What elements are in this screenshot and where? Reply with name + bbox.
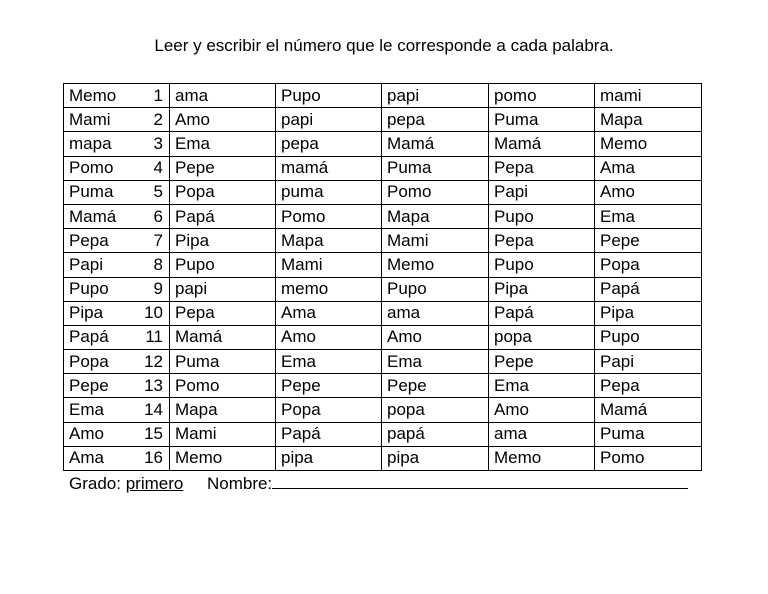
word-cell: Pepe [489,350,595,374]
nombre-blank-line [272,472,688,489]
word-cell: Pepe [170,156,276,180]
numbered-word-cell [64,277,170,301]
table-row [64,253,702,277]
numbered-word: Ema [69,400,104,420]
table-row [64,301,702,325]
word-cell: Mamá [595,398,702,422]
table-row [64,325,702,349]
word-cell: papi [382,84,489,108]
numbered-word-cell [64,446,170,470]
word-number: 14 [144,400,163,420]
word-number: 6 [153,206,163,226]
word-cell: Popa [276,398,382,422]
word-cell: Pipa [170,229,276,253]
word-number: 3 [153,133,163,153]
word-number: 15 [144,424,163,444]
word-table-body [64,84,702,471]
word-cell: Mapa [276,229,382,253]
word-cell: Ema [170,132,276,156]
word-cell: Pepe [382,374,489,398]
numbered-word-cell [64,374,170,398]
word-cell: Puma [489,108,595,132]
word-cell: Pupo [595,325,702,349]
word-number: 12 [144,351,163,371]
word-cell: Pupo [489,253,595,277]
numbered-word-cell [64,108,170,132]
numbered-word-cell [64,422,170,446]
word-cell: Mami [170,422,276,446]
word-cell: Mamá [170,325,276,349]
grado-label: Grado: [69,474,121,493]
word-cell: Ama [276,301,382,325]
word-cell: Papi [489,180,595,204]
word-cell: papi [170,277,276,301]
word-cell: Pomo [276,204,382,228]
word-cell: Amo [170,108,276,132]
numbered-word-cell [64,156,170,180]
word-cell: Papá [276,422,382,446]
word-cell: Pupo [382,277,489,301]
numbered-word-cell [64,301,170,325]
numbered-word-cell [64,229,170,253]
numbered-word-cell [64,253,170,277]
word-cell: mami [595,84,702,108]
word-cell: Ama [595,156,702,180]
numbered-word: mapa [69,133,112,153]
word-cell: Amo [489,398,595,422]
word-cell: puma [276,180,382,204]
word-cell: popa [489,325,595,349]
word-cell: Pupo [276,84,382,108]
word-cell: Mami [382,229,489,253]
table-row [64,132,702,156]
word-number: 16 [144,448,163,468]
numbered-word-cell [64,325,170,349]
numbered-word: Papi [69,254,104,274]
word-cell: pipa [382,446,489,470]
word-number: 9 [153,279,163,299]
word-number: 5 [153,182,163,202]
table-row [64,180,702,204]
footer [69,472,688,494]
word-cell: papá [382,422,489,446]
word-cell: Mapa [382,204,489,228]
word-cell: Ema [595,204,702,228]
word-number: 11 [145,327,163,347]
numbered-word: Memo [69,85,117,105]
numbered-word: Amo [69,424,104,444]
numbered-word-cell [64,398,170,422]
table-row [64,84,702,108]
numbered-word-cell [64,180,170,204]
word-cell: popa [382,398,489,422]
numbered-word: Popa [69,351,109,371]
word-cell: Amo [276,325,382,349]
word-cell: Pepa [170,301,276,325]
word-cell: Pepa [489,229,595,253]
word-cell: Mami [276,253,382,277]
word-cell: Pepe [276,374,382,398]
word-number: 10 [144,303,163,323]
word-cell: Papá [489,301,595,325]
word-cell: Popa [595,253,702,277]
word-cell: Mapa [595,108,702,132]
numbered-word-cell [64,84,170,108]
nombre-label: Nombre: [206,474,273,493]
word-cell: Pepe [595,229,702,253]
word-cell: ama [489,422,595,446]
word-cell: Puma [595,422,702,446]
word-cell: Amo [595,180,702,204]
word-cell: Pepa [489,156,595,180]
word-cell: pomo [489,84,595,108]
word-number: 13 [144,375,163,395]
word-cell: Memo [382,253,489,277]
numbered-word: Pipa [69,303,104,323]
numbered-word: Pomo [69,158,114,178]
word-number: 2 [153,109,163,129]
word-cell: Memo [595,132,702,156]
numbered-word: Mami [69,109,111,129]
word-cell: Popa [170,180,276,204]
word-cell: Ema [382,350,489,374]
table-row [64,204,702,228]
word-cell: pipa [276,446,382,470]
word-cell: Pomo [170,374,276,398]
word-cell: Pupo [489,204,595,228]
word-cell: Memo [489,446,595,470]
word-cell: papi [276,108,382,132]
word-number: 4 [153,158,163,178]
table-row [64,374,702,398]
table-row [64,277,702,301]
word-cell: Papi [595,350,702,374]
numbered-word: Papá [69,327,109,347]
word-cell: Mapa [170,398,276,422]
numbered-word: Pepe [69,375,109,395]
page-title: Leer y escribir el número que le corresponde a cada palabra. [154,36,614,55]
numbered-word: Mamá [69,206,117,226]
word-cell: Papá [170,204,276,228]
word-cell: pepa [276,132,382,156]
grado-value: primero [125,474,184,493]
word-cell: mamá [276,156,382,180]
table-row [64,398,702,422]
numbered-word: Puma [69,182,114,202]
word-cell: Pepa [595,374,702,398]
word-cell: Ema [489,374,595,398]
numbered-word: Pepa [69,230,109,250]
numbered-word: Ama [69,448,104,468]
word-cell: ama [170,84,276,108]
numbered-word: Pupo [69,279,109,299]
numbered-word-cell [64,132,170,156]
word-cell: Amo [382,325,489,349]
word-cell: Memo [170,446,276,470]
word-cell: Pomo [382,180,489,204]
word-cell: ama [382,301,489,325]
table-row [64,446,702,470]
numbered-word-cell [64,204,170,228]
word-cell: Papá [595,277,702,301]
word-cell: Pipa [489,277,595,301]
word-cell: Puma [170,350,276,374]
word-cell: Pipa [595,301,702,325]
word-number: 7 [153,230,163,250]
word-cell: Pupo [170,253,276,277]
word-cell: Mamá [489,132,595,156]
table-row [64,350,702,374]
table-row [64,156,702,180]
word-cell: pepa [382,108,489,132]
word-number: 1 [153,85,163,105]
word-number: 8 [153,254,163,274]
word-cell: Ema [276,350,382,374]
word-cell: Pomo [595,446,702,470]
word-cell: memo [276,277,382,301]
word-table [63,83,702,471]
table-row [64,229,702,253]
table-row [64,422,702,446]
numbered-word-cell [64,350,170,374]
word-cell: Puma [382,156,489,180]
word-cell: Mamá [382,132,489,156]
table-row [64,108,702,132]
